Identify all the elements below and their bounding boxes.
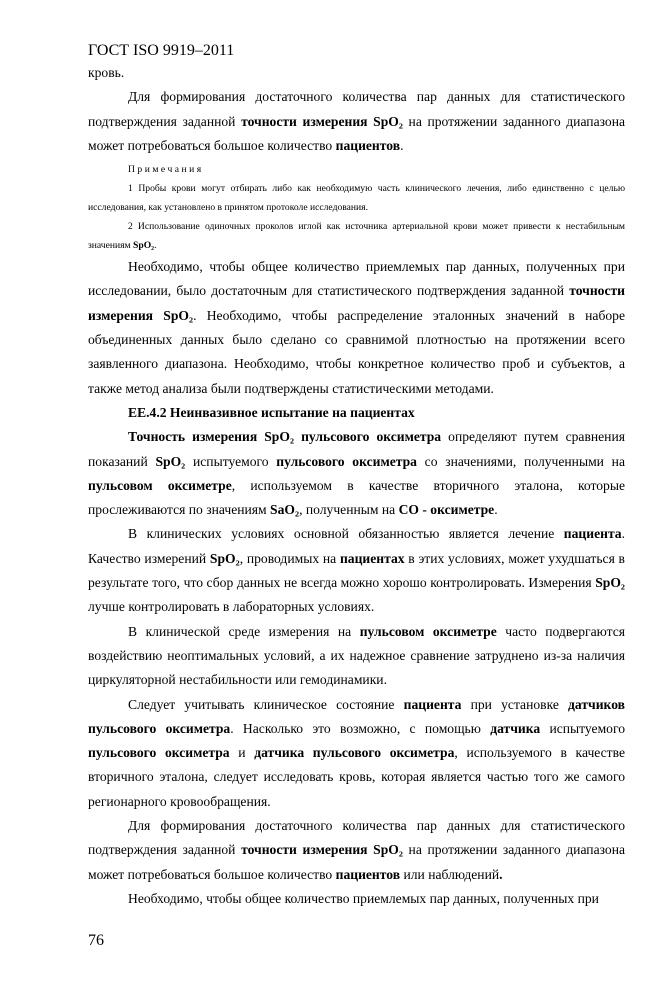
text-run: Примечания bbox=[128, 164, 204, 176]
text-run: лучше контролировать в лабораторных условиях. bbox=[88, 599, 375, 615]
bold-term: пульсового оксиметра bbox=[276, 453, 417, 469]
bold-term: точности измерения SpO₂ bbox=[241, 113, 403, 129]
text-run: . bbox=[400, 137, 404, 153]
text-run: . Качество измерений bbox=[88, 526, 625, 566]
text-run: В клинических условиях основной обязанностью является лечение bbox=[128, 526, 564, 542]
bold-term: пациента bbox=[563, 526, 622, 542]
text-run: со значениями, полученными на bbox=[416, 453, 625, 469]
page-content bbox=[88, 0, 625, 981]
paragraph-clinical-environment bbox=[88, 620, 625, 693]
bold-term: Точность измерения SpO₂ пульсового оксиметра bbox=[128, 429, 442, 445]
text-run: Необходимо, чтобы общее количество приемлемых пар данных, полученных при bbox=[128, 890, 599, 906]
text-run: испытуемого bbox=[185, 453, 277, 469]
text-run: часто подвергаются воздействию неоптимальных условий, а их надежное сравнение затруднено из-за наличия циркуляторной нестабильности или гемодинамики. bbox=[88, 623, 625, 688]
bold-term: точности измерения SpO₂ bbox=[241, 842, 403, 858]
bold-term: пациентов bbox=[335, 866, 401, 882]
paragraph-clinical-conditions bbox=[88, 522, 625, 619]
bold-term: датчиков пульсового оксиметра bbox=[88, 696, 625, 736]
text-run: , проводимых на bbox=[239, 550, 340, 566]
text-run: . bbox=[494, 502, 498, 518]
text-run: Для формирования достаточного количества пар данных для статистического подтверждения заданной bbox=[88, 89, 625, 129]
note-1 bbox=[88, 179, 625, 217]
text-run: В клинической среде измерения на bbox=[128, 623, 360, 639]
text-run: 2 Использование одиночных проколов иглой как источника артериальной крови может привести к нестабильным значениям bbox=[88, 221, 625, 252]
notes-title bbox=[88, 160, 625, 179]
text-run: на протяжении заданного диапазона может потребоваться большое количество bbox=[88, 113, 626, 153]
text-run: кровь. bbox=[88, 65, 125, 80]
text-run: ЕЕ.4.2 Неинвазивное испытание на пациентах bbox=[128, 404, 415, 420]
bold-term: пульсового оксиметра bbox=[88, 745, 230, 761]
text-run: . Необходимо, чтобы распределение эталонных значений в наборе объединенных данных было сделано со сравнимой плотностью на протяжении всего заявленного диапазона. Необходимо, чтобы конкретное количество проб и субъектов, а также метод анализа были подтверждены статистическими методами. bbox=[88, 307, 625, 396]
paragraph-accuracy bbox=[88, 425, 625, 522]
text-run: определяют путем сравнения показаний bbox=[88, 429, 625, 469]
bold-term: точности измерения SpO₂ bbox=[88, 283, 625, 323]
paragraph-data-pairs-2 bbox=[88, 887, 625, 911]
paragraph-sample-size-2 bbox=[88, 814, 625, 887]
bold-term: датчика пульсового оксиметра bbox=[254, 745, 455, 761]
text-run: . Насколько это возможно, с помощью bbox=[230, 720, 491, 736]
bold-term: пациента bbox=[403, 696, 462, 712]
paragraph-patient-state bbox=[88, 693, 625, 814]
bold-term: пульсовом оксиметре bbox=[88, 477, 232, 493]
bold-term: датчика bbox=[490, 720, 541, 736]
text-run: Необходимо, чтобы общее количество приемлемых пар данных, полученных при исследовании, было достаточным для статистического подтверждения заданной bbox=[88, 259, 625, 299]
text-run: Следует учитывать клиническое состояние bbox=[128, 696, 404, 712]
bold-term: SaO₂ bbox=[270, 502, 300, 518]
bold-term: пульсовом оксиметре bbox=[359, 623, 497, 639]
document-header: ГОСТ ISO 9919–2011 bbox=[88, 42, 235, 59]
page-number: 76 bbox=[88, 932, 104, 950]
text-run: , используемом в качестве вторичного эталона, которые прослеживаются по значениям bbox=[88, 477, 625, 518]
text-run: 1 Пробы крови могут отбирать либо как необходимую часть клинического лечения, либо единственно с целью исследования, как установлено в принятом протоколе исследования. bbox=[88, 183, 625, 214]
text-run: . bbox=[154, 240, 157, 252]
note-2 bbox=[88, 217, 625, 255]
text-run: в этих условиях, может ухудшаться в результате того, что сбор данных не всегда можно хорошо контролировать. Измерения bbox=[88, 550, 625, 591]
paragraph-continuation bbox=[88, 61, 625, 85]
text-run: и bbox=[229, 745, 255, 761]
text-run: на протяжении заданного диапазона может потребоваться большое количество bbox=[88, 842, 626, 882]
text-run: или наблюдений bbox=[400, 866, 500, 882]
paragraph-sample-size bbox=[88, 85, 625, 158]
bold-term: . bbox=[499, 866, 503, 882]
bold-term: SpO₂ bbox=[133, 240, 155, 252]
text-run: при установке bbox=[461, 696, 569, 712]
text-run: , используемого в качестве вторичного эталона, следует исследовать кровь, которая является частью того же самого регионарного кровообращения. bbox=[88, 745, 625, 809]
text-run: , полученным на bbox=[299, 502, 399, 518]
bold-term: SpO₂ bbox=[209, 550, 240, 566]
bold-term: пациентах bbox=[339, 550, 405, 566]
paragraph-data-pairs bbox=[88, 255, 625, 401]
bold-term: SpO₂ bbox=[595, 575, 625, 591]
text-run: испытуемого bbox=[540, 720, 625, 736]
text-run: Для формирования достаточного количества пар данных для статистического подтверждения заданной bbox=[88, 818, 625, 858]
section-heading bbox=[88, 401, 625, 425]
bold-term: пациентов bbox=[335, 137, 401, 153]
bold-term: SpO₂ bbox=[155, 453, 186, 469]
bold-term: CO - оксиметре bbox=[398, 502, 495, 518]
